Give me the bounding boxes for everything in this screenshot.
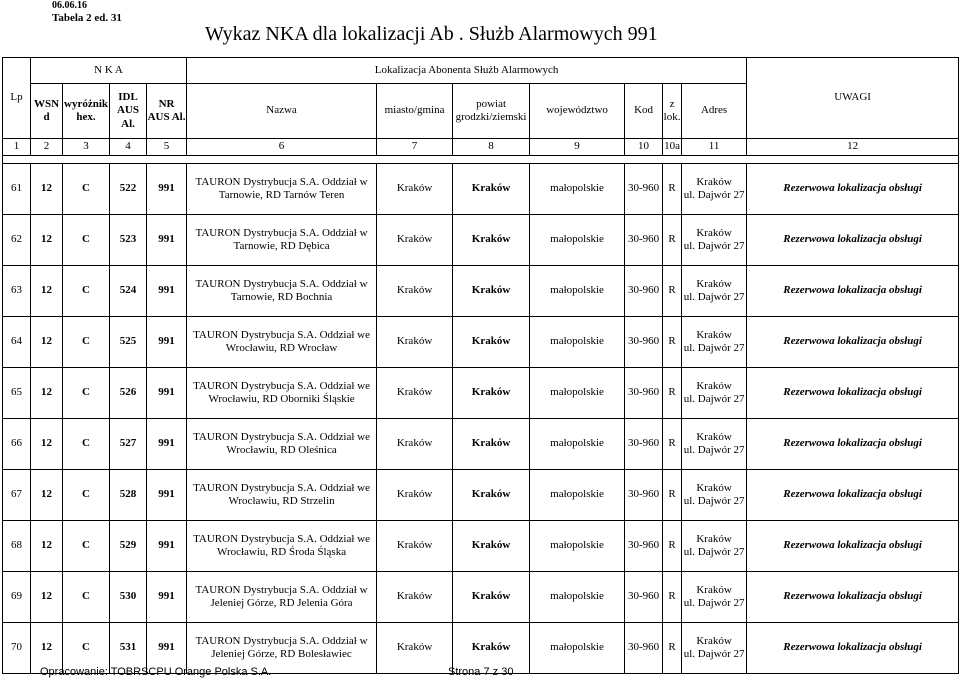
col-adres-header: Adres — [682, 84, 747, 139]
cell-kod: 30-960 — [625, 215, 663, 266]
cell-lp: 65 — [3, 368, 31, 419]
col-number: 11 — [682, 139, 747, 156]
adres-street: ul. Dajwór 27 — [683, 648, 745, 660]
cell-wojewodztwo: małopolskie — [530, 470, 625, 521]
cell-zlok: R — [663, 215, 682, 266]
cell-idl: 531 — [110, 623, 147, 674]
cell-miasto: Kraków — [377, 317, 453, 368]
cell-wojewodztwo: małopolskie — [530, 215, 625, 266]
cell-nazwa: TAURON Dystrybucja S.A. Oddział we Wrocławiu, RD Środa Śląska — [187, 521, 377, 572]
cell-nr: 991 — [147, 623, 187, 674]
cell-uwagi: Rezerwowa lokalizacja obsługi — [747, 368, 959, 419]
cell-uwagi: Rezerwowa lokalizacja obsługi — [747, 521, 959, 572]
adres-city: Kraków — [696, 328, 732, 341]
cell-wsn: 12 — [31, 368, 63, 419]
col-powiat-header: powiat grodzki/ziemski — [453, 84, 530, 139]
cell-kod: 30-960 — [625, 623, 663, 674]
cell-lp: 67 — [3, 470, 31, 521]
cell-zlok: R — [663, 266, 682, 317]
cell-nr: 991 — [147, 164, 187, 215]
cell-wojewodztwo: małopolskie — [530, 317, 625, 368]
col-number: 7 — [377, 139, 453, 156]
cell-wojewodztwo: małopolskie — [530, 623, 625, 674]
cell-kod: 30-960 — [625, 572, 663, 623]
col-nr-header: NR AUS Al. — [147, 84, 187, 139]
cell-wojewodztwo: małopolskie — [530, 419, 625, 470]
adres-street: ul. Dajwór 27 — [683, 393, 745, 405]
adres-street: ul. Dajwór 27 — [683, 444, 745, 456]
col-number: 5 — [147, 139, 187, 156]
cell-wsn: 12 — [31, 572, 63, 623]
cell-nr: 991 — [147, 419, 187, 470]
cell-nazwa: TAURON Dystrybucja S.A. Oddział we Wrocławiu, RD Wrocław — [187, 317, 377, 368]
col-nazwa-header: Nazwa — [187, 84, 377, 139]
table-row — [3, 572, 959, 623]
cell-lp: 62 — [3, 215, 31, 266]
cell-wyroznik: C — [63, 521, 110, 572]
cell-zlok: R — [663, 419, 682, 470]
table-row — [3, 215, 959, 266]
cell-miasto: Kraków — [377, 164, 453, 215]
cell-wyroznik: C — [63, 368, 110, 419]
adres-street: ul. Dajwór 27 — [683, 291, 745, 303]
cell-wsn: 12 — [31, 419, 63, 470]
adres-city: Kraków — [696, 532, 732, 545]
cell-kod: 30-960 — [625, 368, 663, 419]
adres-city: Kraków — [696, 634, 732, 647]
cell-uwagi: Rezerwowa lokalizacja obsługi — [747, 215, 959, 266]
col-miasto-header: miasto/gmina — [377, 84, 453, 139]
cell-zlok: R — [663, 317, 682, 368]
cell-miasto: Kraków — [377, 368, 453, 419]
cell-idl: 526 — [110, 368, 147, 419]
adres-street: ul. Dajwór 27 — [683, 546, 745, 558]
cell-miasto: Kraków — [377, 419, 453, 470]
cell-nr: 991 — [147, 317, 187, 368]
table-row — [3, 368, 959, 419]
cell-adres — [682, 521, 747, 572]
cell-idl: 527 — [110, 419, 147, 470]
cell-wojewodztwo: małopolskie — [530, 164, 625, 215]
cell-uwagi: Rezerwowa lokalizacja obsługi — [747, 623, 959, 674]
cell-nazwa: TAURON Dystrybucja S.A. Oddział w Jeleniej Górze, RD Jelenia Góra — [187, 572, 377, 623]
cell-nr: 991 — [147, 521, 187, 572]
col-wyroznik-header: wyróżnik hex. — [63, 84, 110, 139]
cell-zlok: R — [663, 470, 682, 521]
cell-nazwa: TAURON Dystrybucja S.A. Oddział w Tarnowie, RD Bochnia — [187, 266, 377, 317]
cell-powiat: Kraków — [453, 572, 530, 623]
cell-idl: 525 — [110, 317, 147, 368]
cell-nazwa: TAURON Dystrybucja S.A. Oddział w Tarnowie, RD Dębica — [187, 215, 377, 266]
adres-city: Kraków — [696, 430, 732, 443]
table-edition: Tabela 2 ed. 31 — [52, 12, 122, 24]
cell-powiat: Kraków — [453, 164, 530, 215]
cell-lp: 61 — [3, 164, 31, 215]
cell-wyroznik: C — [63, 164, 110, 215]
cell-powiat: Kraków — [453, 368, 530, 419]
cell-wyroznik: C — [63, 470, 110, 521]
nka-table — [2, 57, 959, 674]
cell-wsn: 12 — [31, 215, 63, 266]
table-row — [3, 164, 959, 215]
table-row — [3, 521, 959, 572]
cell-kod: 30-960 — [625, 164, 663, 215]
cell-adres — [682, 215, 747, 266]
cell-lp: 69 — [3, 572, 31, 623]
adres-city: Kraków — [696, 583, 732, 596]
footer-page-number: Strona 7 z 30 — [448, 666, 514, 678]
cell-kod: 30-960 — [625, 419, 663, 470]
header-row-1 — [3, 58, 959, 84]
cell-nr: 991 — [147, 368, 187, 419]
cell-kod: 30-960 — [625, 521, 663, 572]
cell-powiat: Kraków — [453, 266, 530, 317]
cell-zlok: R — [663, 572, 682, 623]
cell-wsn: 12 — [31, 266, 63, 317]
cell-zlok: R — [663, 164, 682, 215]
adres-street: ul. Dajwór 27 — [683, 240, 745, 252]
adres-street: ul. Dajwór 27 — [683, 342, 745, 354]
table-row — [3, 470, 959, 521]
cell-miasto: Kraków — [377, 470, 453, 521]
cell-miasto: Kraków — [377, 266, 453, 317]
cell-kod: 30-960 — [625, 317, 663, 368]
cell-lp: 64 — [3, 317, 31, 368]
spacer-row — [3, 156, 959, 164]
cell-adres — [682, 623, 747, 674]
cell-wojewodztwo: małopolskie — [530, 521, 625, 572]
cell-powiat: Kraków — [453, 419, 530, 470]
cell-idl: 523 — [110, 215, 147, 266]
cell-wyroznik: C — [63, 317, 110, 368]
table-row — [3, 419, 959, 470]
cell-lp: 68 — [3, 521, 31, 572]
cell-wsn: 12 — [31, 317, 63, 368]
cell-wojewodztwo: małopolskie — [530, 266, 625, 317]
table-row — [3, 266, 959, 317]
col-wsn-header: WSN d — [31, 84, 63, 139]
cell-nazwa: TAURON Dystrybucja S.A. Oddział w Jeleniej Górze, RD Bolesławiec — [187, 623, 377, 674]
adres-street: ul. Dajwór 27 — [683, 189, 745, 201]
col-lp-header: Lp — [3, 58, 31, 139]
col-number: 4 — [110, 139, 147, 156]
col-number: 10a — [663, 139, 682, 156]
cell-wyroznik: C — [63, 572, 110, 623]
col-number: 2 — [31, 139, 63, 156]
col-number: 9 — [530, 139, 625, 156]
cell-uwagi: Rezerwowa lokalizacja obsługi — [747, 317, 959, 368]
cell-uwagi: Rezerwowa lokalizacja obsługi — [747, 164, 959, 215]
document-date: 06.06.16 — [52, 0, 87, 11]
cell-wsn: 12 — [31, 164, 63, 215]
cell-wojewodztwo: małopolskie — [530, 572, 625, 623]
col-wojewodztwo-header: województwo — [530, 84, 625, 139]
cell-wsn: 12 — [31, 623, 63, 674]
adres-street: ul. Dajwór 27 — [683, 495, 745, 507]
cell-idl: 522 — [110, 164, 147, 215]
cell-nazwa: TAURON Dystrybucja S.A. Oddział we Wrocławiu, RD Oborniki Śląskie — [187, 368, 377, 419]
adres-street: ul. Dajwór 27 — [683, 597, 745, 609]
cell-lp: 63 — [3, 266, 31, 317]
cell-adres — [682, 572, 747, 623]
cell-zlok: R — [663, 521, 682, 572]
cell-adres — [682, 419, 747, 470]
col-lokalizacja-header: Lokalizacja Abonenta Służb Alarmowych — [187, 58, 747, 84]
cell-powiat: Kraków — [453, 470, 530, 521]
cell-uwagi: Rezerwowa lokalizacja obsługi — [747, 470, 959, 521]
cell-idl: 529 — [110, 521, 147, 572]
cell-lp: 66 — [3, 419, 31, 470]
col-nka-header: N K A — [31, 58, 187, 84]
cell-wyroznik: C — [63, 623, 110, 674]
cell-nazwa: TAURON Dystrybucja S.A. Oddział w Tarnowie, RD Tarnów Teren — [187, 164, 377, 215]
cell-adres — [682, 317, 747, 368]
cell-nr: 991 — [147, 266, 187, 317]
col-number: 10 — [625, 139, 663, 156]
cell-miasto: Kraków — [377, 521, 453, 572]
cell-kod: 30-960 — [625, 470, 663, 521]
adres-city: Kraków — [696, 379, 732, 392]
cell-wyroznik: C — [63, 215, 110, 266]
cell-idl: 528 — [110, 470, 147, 521]
cell-miasto: Kraków — [377, 572, 453, 623]
cell-adres — [682, 368, 747, 419]
adres-city: Kraków — [696, 277, 732, 290]
cell-uwagi: Rezerwowa lokalizacja obsługi — [747, 419, 959, 470]
col-number: 3 — [63, 139, 110, 156]
page-title: Wykaz NKA dla lokalizacji Ab . Służb Alarmowych 991 — [205, 23, 658, 45]
cell-nr: 991 — [147, 470, 187, 521]
column-number-row — [3, 139, 959, 156]
cell-uwagi: Rezerwowa lokalizacja obsługi — [747, 572, 959, 623]
cell-wsn: 12 — [31, 470, 63, 521]
col-idl-header: IDL AUS Al. — [110, 84, 147, 139]
cell-powiat: Kraków — [453, 215, 530, 266]
col-number: 12 — [747, 139, 959, 156]
cell-idl: 524 — [110, 266, 147, 317]
cell-adres — [682, 266, 747, 317]
cell-idl: 530 — [110, 572, 147, 623]
cell-adres — [682, 164, 747, 215]
cell-nazwa: TAURON Dystrybucja S.A. Oddział we Wrocławiu, RD Strzelin — [187, 470, 377, 521]
cell-nr: 991 — [147, 572, 187, 623]
col-number: 6 — [187, 139, 377, 156]
cell-wsn: 12 — [31, 521, 63, 572]
cell-miasto: Kraków — [377, 215, 453, 266]
cell-wojewodztwo: małopolskie — [530, 368, 625, 419]
cell-wyroznik: C — [63, 266, 110, 317]
cell-powiat: Kraków — [453, 521, 530, 572]
cell-nazwa: TAURON Dystrybucja S.A. Oddział we Wrocławiu, RD Oleśnica — [187, 419, 377, 470]
cell-powiat: Kraków — [453, 317, 530, 368]
cell-powiat: Kraków — [453, 623, 530, 674]
col-zlok-header: z lok. — [663, 84, 682, 139]
col-uwagi-header: UWAGI — [747, 58, 959, 139]
cell-wyroznik: C — [63, 419, 110, 470]
cell-uwagi: Rezerwowa lokalizacja obsługi — [747, 266, 959, 317]
cell-adres — [682, 470, 747, 521]
col-kod-header: Kod — [625, 84, 663, 139]
col-number: 8 — [453, 139, 530, 156]
cell-kod: 30-960 — [625, 266, 663, 317]
cell-zlok: R — [663, 623, 682, 674]
cell-zlok: R — [663, 368, 682, 419]
adres-city: Kraków — [696, 226, 732, 239]
col-number: 1 — [3, 139, 31, 156]
cell-nr: 991 — [147, 215, 187, 266]
adres-city: Kraków — [696, 481, 732, 494]
cell-miasto: Kraków — [377, 623, 453, 674]
table-row — [3, 317, 959, 368]
cell-lp: 70 — [3, 623, 31, 674]
adres-city: Kraków — [696, 175, 732, 188]
footer-author: Opracowanie: TOBRSCPU Orange Polska S.A. — [40, 666, 272, 678]
